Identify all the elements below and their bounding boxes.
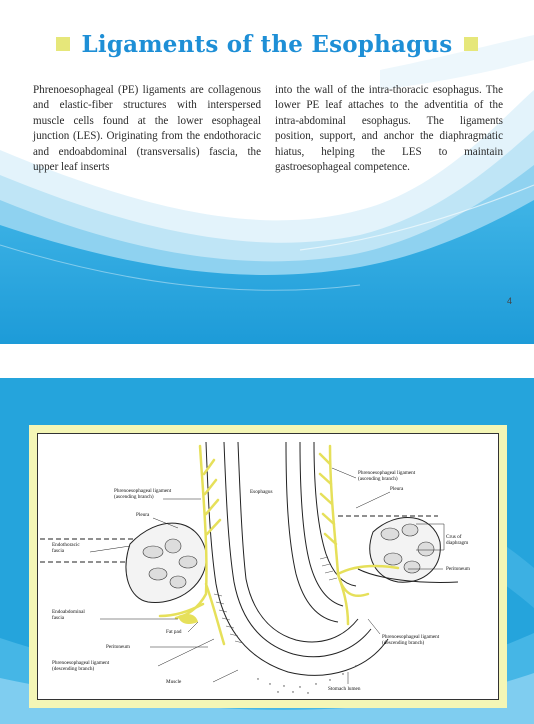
label-pleura-left: Pleura	[136, 512, 150, 518]
label-pleura-right: Pleura	[390, 486, 404, 492]
label-endothoracic-fascia: Endothoracic fascia	[52, 542, 80, 554]
figure-frame	[29, 425, 507, 708]
label-peritoneum-right: Peritoneum	[446, 566, 470, 572]
title-bullet-right	[464, 37, 478, 51]
label-muscle: Muscle	[166, 679, 182, 685]
title-bullet-left	[56, 37, 70, 51]
text-column-right: into the wall of the intra-thoracic esophagus. The lower PE leaf attaches to the adventitia of the intra-abdominal esophagus. The ligaments position, support, and anchor the diaphragmatic hiatus, helping the LES to maintain gastroesophageal competence.	[275, 84, 503, 174]
label-pe-descending-right: Phrenoesophageal ligament (descending branch)	[382, 634, 440, 646]
text-column-left: Phrenoesophageal (PE) ligaments are collagenous and elastic-fiber structures with interspersed muscle cells found at the lower esophageal junction (LES). Originating from the endothoracic and endoabdominal (transversalis) fascia, the upper leaf inserts	[33, 84, 261, 174]
page-gap	[0, 344, 534, 378]
page-upper	[0, 0, 534, 344]
label-stomach-lumen: Stomach lumen	[328, 686, 361, 692]
label-esophagus: Esophagus	[250, 489, 273, 495]
label-pe-descending-left: Phrenoesophageal ligament (descending branch)	[52, 660, 110, 672]
title-row	[0, 26, 534, 62]
label-endoabdominal-fascia: Endoabdominal fascia	[52, 609, 85, 621]
body-text	[33, 83, 503, 175]
label-pe-ascending-left: Phrenoesophageal ligament (ascending branch)	[114, 488, 172, 500]
page-number: 4	[507, 296, 513, 306]
page-title: Ligaments of the Esophagus	[81, 30, 453, 58]
label-peritoneum-left: Peritoneum	[106, 644, 130, 650]
label-fat-pad: Fat pad	[166, 629, 182, 635]
label-pe-ascending-right: Phrenoesophageal ligament (ascending branch)	[358, 470, 416, 482]
ligament-diagram	[37, 433, 499, 700]
page-lower	[0, 378, 534, 724]
label-crus-of-diaphragm: Crus of diaphragm	[446, 534, 469, 546]
